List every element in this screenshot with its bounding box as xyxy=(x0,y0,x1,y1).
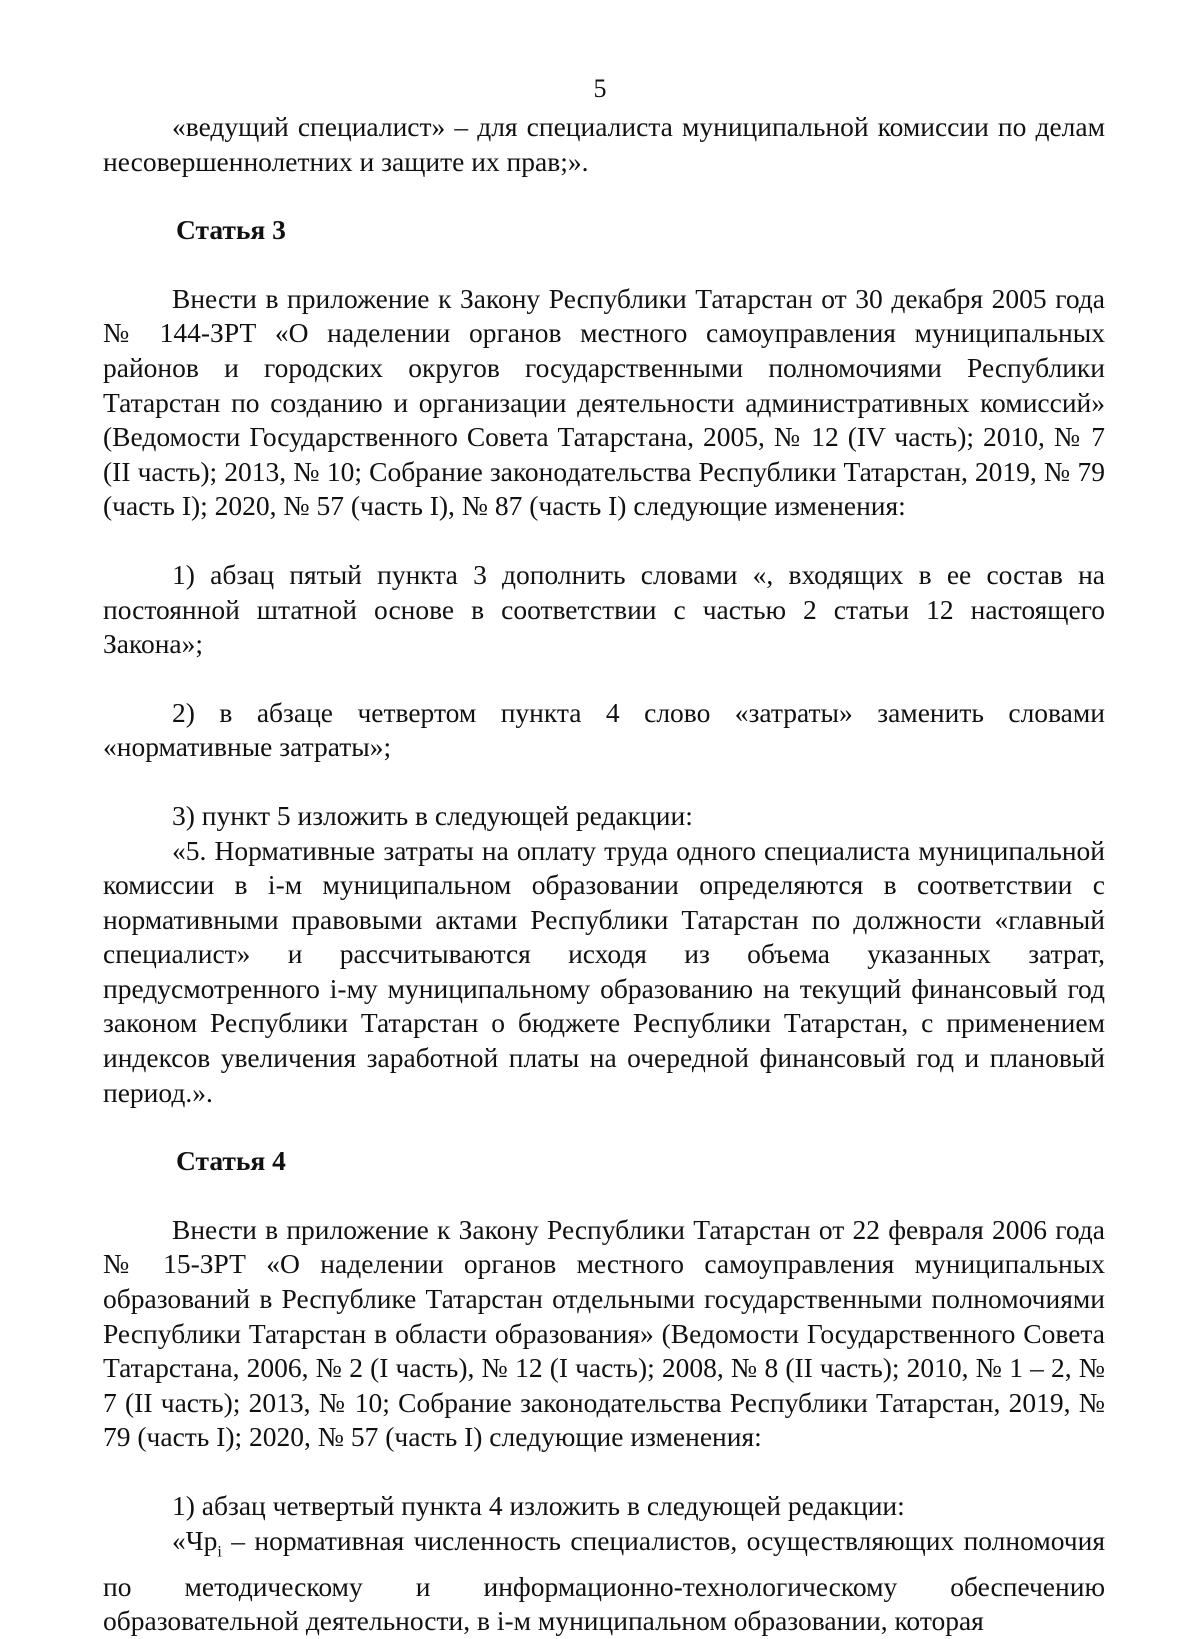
page-number: 5 xyxy=(593,74,607,103)
article-3-intro: Внести в приложение к Закону Республики Татарстан от 30 декабря 2005 года № 144-ЗРТ «О наделении органов местного самоуправления муниципальных районов и городских округов государственными полномочиями Республики Татарстан по созданию и организации деятельности административных комиссий» (Ведомости Государственного Совета Татарстана, 2005, № 12 (IV часть); 2010, № 7 (II часть); 2013, № 10; Собрание законодательства Республики Татарстан, 2019, № 79 (часть I); 2020, № 57 (часть I), № 87 (часть I) следующие изменения: xyxy=(103,282,1105,522)
formula-subscript: i xyxy=(217,1543,222,1561)
article-3-heading: Статья 3 xyxy=(176,214,286,246)
article-4-item-1: 1) абзац четвертый пункта 4 изложить в следующей редакции: xyxy=(172,1490,905,1521)
article-3-item-3-text: «5. Нормативные затраты на оплату труда одного специалиста муниципальной комиссии в i-м муниципальном образовании определяются в соответствии с нормативными правовыми актами Республики Татарстан по должности «главный специалист» и рассчитываются исходя из объема указанных затрат, предусмотренного i-му муниципальному образованию на текущий финансовый год законом Республики Татарстан о бюджете Республики Татарстан, с применением индексов увеличения заработной платы на очередной финансовый год и плановый период.». xyxy=(103,834,1105,1108)
formula-symbol: «Чр xyxy=(172,1524,218,1556)
article-3-item-2: 2) в абзаце четвертом пункта 4 слово «затраты» заменить словами «нормативные затраты»; xyxy=(103,696,1105,763)
paragraph-prev-continuation: «ведущий специалист» – для специалиста муниципальной комиссии по делам несовершеннолетних и защите их прав;». xyxy=(103,111,1105,177)
article-3-item-3: 3) пункт 5 изложить в следующей редакции: xyxy=(172,799,693,831)
article-4-heading: Статья 4 xyxy=(176,1145,286,1177)
article-3-item-1: 1) абзац пятый пункта 3 дополнить словами «, входящих в ее состав на постоянной штатной основе в соответствии с частью 2 статьи 12 настоящего Закона»; xyxy=(103,558,1105,660)
document-body xyxy=(103,110,1105,1639)
formula-definition: – нормативная численность специалистов, осуществляющих полномочия по методическому и информационно-технологическому обеспечению образовательной деятельности, в i-м муниципальном образовании, которая xyxy=(103,1524,1105,1637)
article-4-item-1-text xyxy=(103,1524,1105,1639)
article-4-intro: Внести в приложение к Закону Республики Татарстан от 22 февраля 2006 года № 15-ЗРТ «О наделении органов местного самоуправления муниципальных образований в Республике Татарстан отдельными государственными полномочиями Республики Татарстан в области образования» (Ведомости Государственного Совета Татарстана, 2006, № 2 (I часть), № 12 (I часть); 2008, № 8 (II часть); 2010, № 1 – 2, № 7 (II часть); 2013, № 10; Собрание законодательства Республики Татарстан, 2019, № 79 (часть I); 2020, № 57 (часть I) следующие изменения: xyxy=(103,1213,1105,1453)
